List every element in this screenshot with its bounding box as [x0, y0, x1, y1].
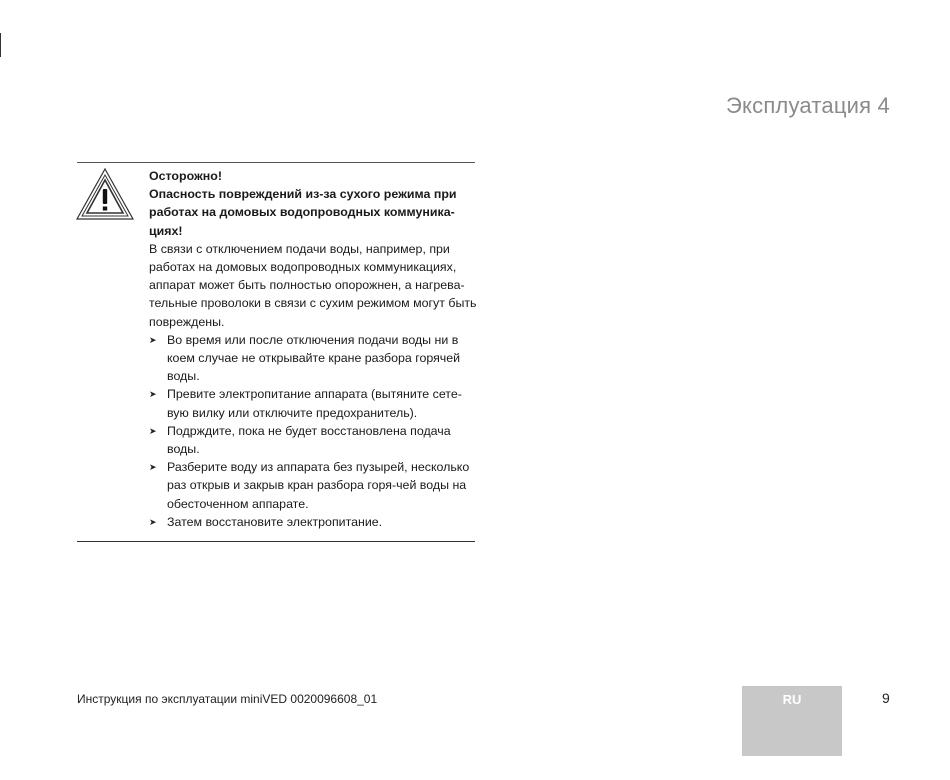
- warning-paragraph: В связи с отключением подачи воды, например, при работах на домовых водопроводных коммуникациях, аппарат может быть полностью опорожнен, а нагрева-тельные проволоки в связи с сухим режимом могут быть повреждены.: [149, 241, 477, 329]
- warning-body: [149, 240, 479, 531]
- list-item: ➤ Превите электропитание аппарата (вытяните сете-вую вилку или отключите предохранитель).: [149, 387, 462, 420]
- bullet-arrow-icon: ➤: [149, 425, 157, 436]
- section-title: Эксплуатация 4: [726, 93, 890, 118]
- bullet-arrow-icon: ➤: [149, 516, 157, 527]
- list-item: ➤ Затем восстановите электропитание.: [149, 513, 479, 531]
- footer-document-title: Инструкция по эксплуатации miniVED 0020096608_01: [77, 692, 378, 706]
- warning-text: [149, 167, 479, 531]
- page-number: 9: [882, 690, 890, 706]
- warning-triangle-icon: [75, 167, 135, 221]
- instruction-list: [149, 331, 479, 531]
- bullet-arrow-icon: ➤: [149, 389, 157, 400]
- language-tab: [742, 686, 842, 756]
- warning-headline: Опасность повреждений из-за сухого режима при работах на домовых водопроводных коммуника-циях!: [149, 187, 457, 238]
- warning-title: Осторожно!: [149, 169, 222, 183]
- list-item: ➤ Подрждите, пока не будет восстановлена подача воды.: [149, 423, 451, 457]
- crop-mark: [0, 33, 1, 57]
- bullet-arrow-icon: ➤: [149, 334, 157, 345]
- language-label: RU: [782, 692, 802, 707]
- warning-block: [77, 162, 475, 542]
- list-item: ➤ Разберите воду из аппарата без пузырей, несколько раз открыв и закрыв кран разбора горя-чей воды на обесточенном аппарате.: [149, 460, 470, 511]
- list-item: ➤ Во время или после отключения подачи воды ни в коем случае не открывайте кране разбора горячей воды.: [149, 332, 461, 384]
- bullet-arrow-icon: ➤: [149, 462, 157, 473]
